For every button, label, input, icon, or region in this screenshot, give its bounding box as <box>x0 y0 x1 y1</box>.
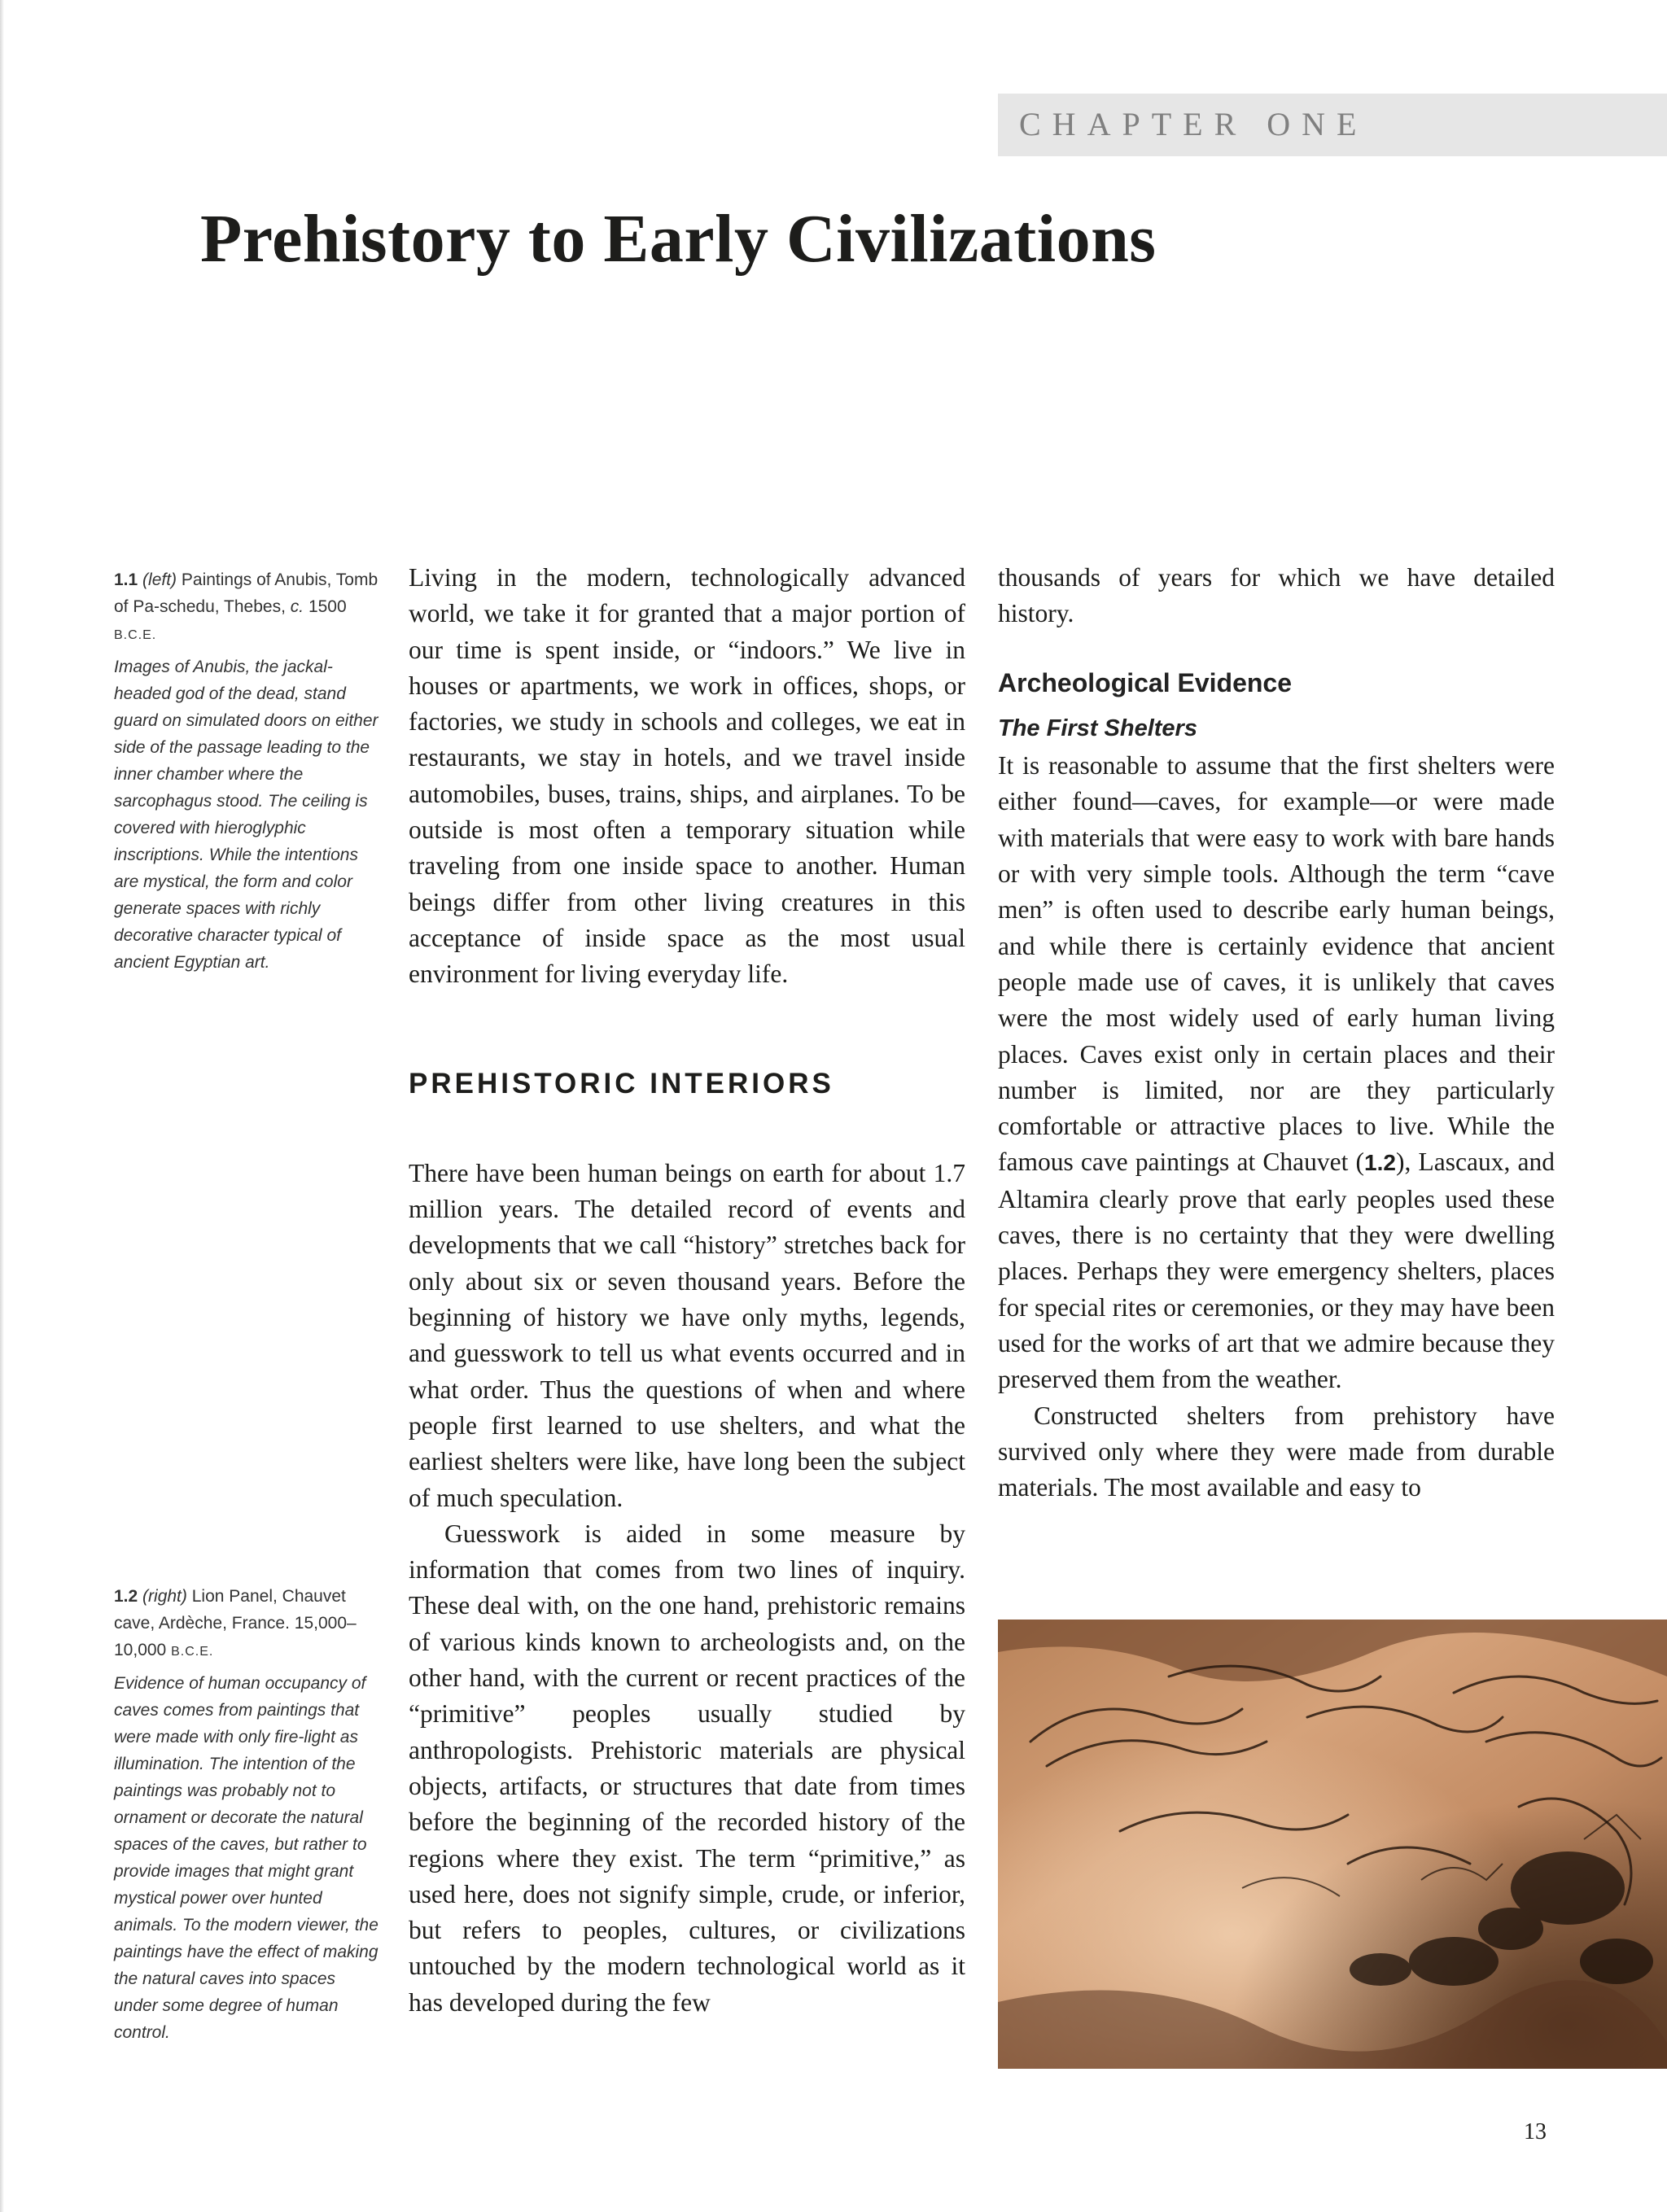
chapter-label: CHAPTER ONE <box>1019 106 1368 142</box>
caption-number: 1.1 <box>114 570 138 589</box>
caption-date: 1500 <box>308 597 347 616</box>
caption-1-2 <box>114 1583 381 2046</box>
body-paragraph: There have been human beings on earth for about 1.7 million years. The detailed record of events and developments that we call “history” stretches back for only about six or seven thousand years. Before the beginning of history we have only myths, legends, and guesswork to tell us what events occurred and in what order. Thus the questions of when and where people first learned to use shelters, and what the earliest shelters were like, have long been the subject of much speculation. <box>409 1158 965 1512</box>
section-heading-prehistoric-interiors: PREHISTORIC INTERIORS <box>409 1067 834 1099</box>
subheading-first-shelters: The First Shelters <box>998 715 1197 741</box>
intro-paragraph: Living in the modern, technologically advanced world, we take it for granted that a major portion of our time is spent inside, or “indoors.” We live in houses or apartments, we work in offices, shops, or factories, we study in schools and colleges, we eat in restaurants, we stay in hotels, and we travel inside automobiles, buses, trains, ships, and airplanes. To be outside is most often a temporary situation while traveling from one inside space to another. Human beings differ from other living creatures in this acceptance of inside space as the most usual environment for living everyday life. <box>409 563 965 989</box>
caption-1-1 <box>114 566 381 976</box>
page-binding-edge <box>0 0 4 2212</box>
caption-1-1-body: Images of Anubis, the jackal-headed god of the dead, stand guard on simulated doors on either side of the passage leading to the inner chamber where the sarcophagus stood. The ceiling is covered with hieroglyphic inscriptions. While the intentions are mystical, the form and color generate spaces with richly decorative character typical of ancient Egyptian art. <box>114 658 378 972</box>
caption-position: (left) <box>142 570 177 589</box>
cave-painting-photo <box>998 1620 1667 2069</box>
text-column-right <box>998 560 1555 1506</box>
caption-1-2-body: Evidence of human occupancy of caves comes from paintings that were made with only fire-light as illumination. The intention of the paintings was probably not to ornament or decorate the natural spaces of the caves, but rather to provide images that might grant mystical power over hunted animals. To the modern viewer, the paintings have the effect of making the natural caves into spaces under some degree of human control. <box>114 1674 378 2042</box>
caption-1-1-head <box>114 566 381 649</box>
caption-date: 15,000–10,000 <box>114 1614 357 1659</box>
chapter-title: Prehistory to Early Civilizations <box>200 201 1157 277</box>
caption-position: (right) <box>142 1587 187 1606</box>
figure-reference: 1.2 <box>1364 1150 1396 1176</box>
continued-paragraph: thousands of years for which we have detailed history. <box>998 563 1555 628</box>
caption-1-2-head <box>114 1583 381 1665</box>
caption-era: B.C.E. <box>114 628 157 642</box>
caption-number: 1.2 <box>114 1587 138 1606</box>
text-run: It is reasonable to assume that the first shelters were either found—caves, for example—or were made with materials that were easy to work with bare hands or with very simple tools. Although the term “cave men” is often used to describe early human beings, and while there is certainly evidence that ancient people made use of caves, it is unlikely that caves were the most widely used of early human living places. Caves exist only in certain places and their number is limited, nor are they particularly comfortable or attractive places to live. While the famous cave paintings at Chauvet ( <box>998 751 1555 1177</box>
body-paragraph: Guesswork is aided in some measure by information that comes from two lines of inquiry. These deal with, on the one hand, prehistoric remains of various kinds known to archeologists and, on the other hand, with the current or recent practices of the “primitive” peoples usually studied by anthropologists. Prehistoric materials are physical objects, artifacts, or structures that date from times before the beginning of the recorded history of the regions where they exist. The term “primitive,” as used here, does not signify simple, crude, or inferior, but refers to peoples, cultures, or civilizations untouched by the modern technological world as it has developed during the few <box>409 1519 965 2017</box>
chapter-band <box>998 94 1667 156</box>
caption-title: Lion Panel, Chauvet cave, Ardèche, France. <box>114 1587 346 1633</box>
text-column-left <box>409 560 965 2021</box>
text-run: ), Lascaux, and Altamira clearly prove that early peoples used these caves, there is no certainty that they were dwelling places. Perhaps they were emergency shelters, places for special rites or ceremonies, or they may have been used for the works of art that we admire because they preserved them from the weather. <box>998 1148 1555 1394</box>
caption-date-prefix: c. <box>290 597 304 616</box>
body-paragraph <box>998 748 1555 1397</box>
subheading-archeological-evidence: Archeological Evidence <box>998 667 1293 697</box>
caption-title: Paintings of Anubis, Tomb of Pa-schedu, Thebes, <box>114 570 378 616</box>
caption-era: B.C.E. <box>171 1645 214 1659</box>
body-paragraph: Constructed shelters from prehistory have survived only where they were made from durable materials. The most available and easy to <box>998 1401 1555 1502</box>
page-number: 13 <box>1524 2119 1547 2144</box>
